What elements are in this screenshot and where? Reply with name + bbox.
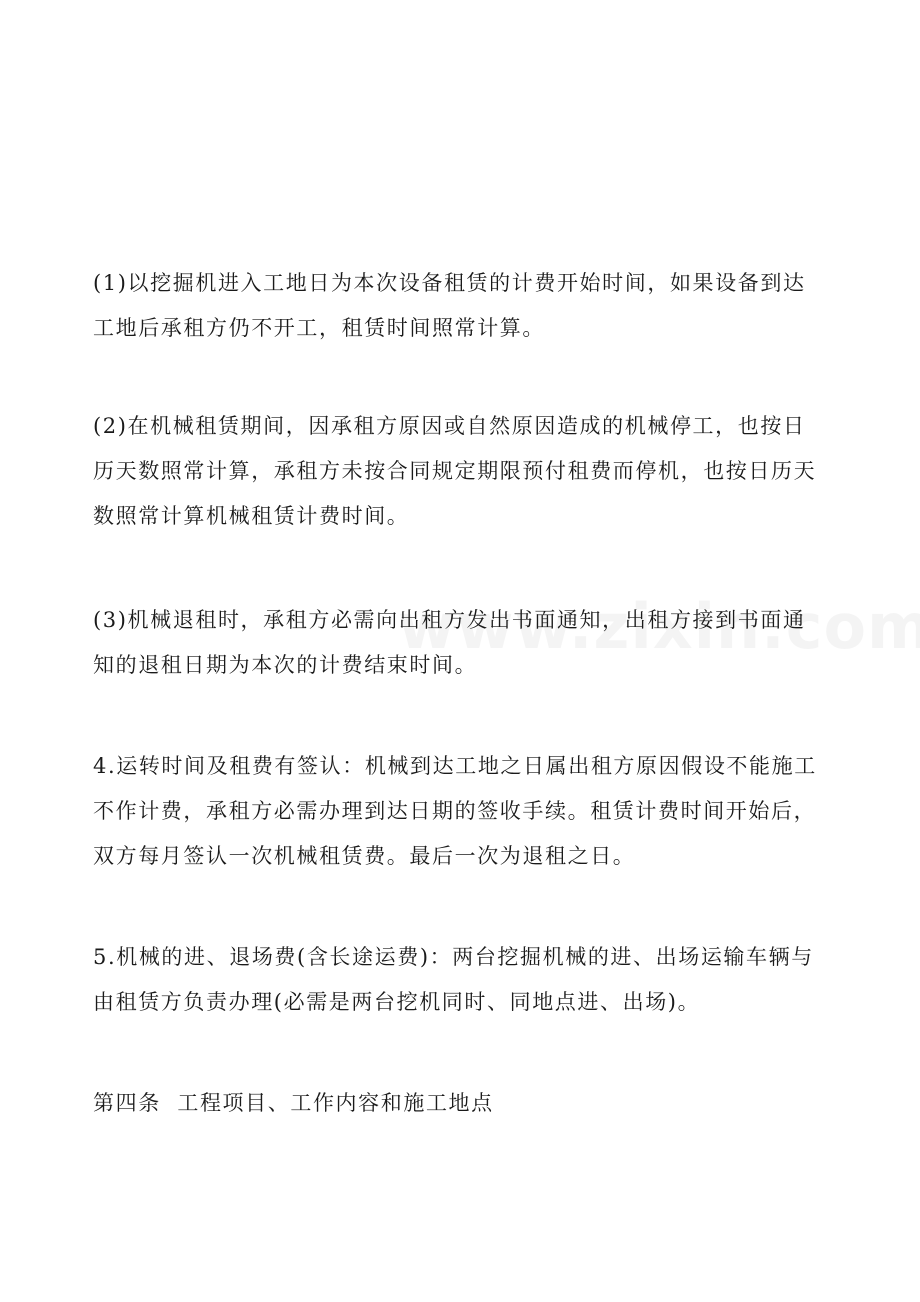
paragraph-line: 知的退租日期为本次的计费结束时间。 [93,653,478,677]
paragraph-line: (1)以挖掘机进入工地日为本次设备租赁的计费开始时间，如果设备到达 [93,271,806,295]
paragraph-line: (2)在机械租赁期间，因承租方原因或自然原因造成的机械停工，也按日 [93,414,806,438]
section-heading [93,1081,833,1126]
paragraph-line: 不作计费，承租方必需办理到达日期的签收手续。租赁计费时间开始后， [93,799,817,823]
paragraph-line: 5.机械的进、退场费(含长途运费)：两台挖掘机械的进、出场运输车辆与 [93,945,814,969]
paragraph-line: 历天数照常计算，承租方未按合同规定期限预付租费而停机，也按日历天 [93,459,817,483]
paragraph-line: (3)机械退租时，承租方必需向出租方发出书面通知，出租方接到书面通 [93,608,806,632]
paragraph-line: 4.运转时间及租费有签认：机械到达工地之日属出租方原因假设不能施工 [93,754,817,778]
section-heading-text: 第四条 工程项目、工作内容和施工地点 [93,1091,494,1115]
paragraph-line: 数照常计算机械租赁计费时间。 [93,504,410,528]
paragraph-line: 工地后承租方仍不开工，租赁时间照常计算。 [93,316,545,340]
paragraph-clause-2 [93,404,833,539]
paragraph-line: 双方每月签认一次机械租赁费。最后一次为退租之日。 [93,844,636,868]
paragraph-line: 由租赁方负责办理(必需是两台挖机同时、同地点进、出场)。 [93,990,701,1014]
paragraph-clause-3 [93,598,833,688]
paragraph-item-4 [93,744,833,879]
paragraph-item-5 [93,935,833,1025]
paragraph-clause-1 [93,261,833,351]
